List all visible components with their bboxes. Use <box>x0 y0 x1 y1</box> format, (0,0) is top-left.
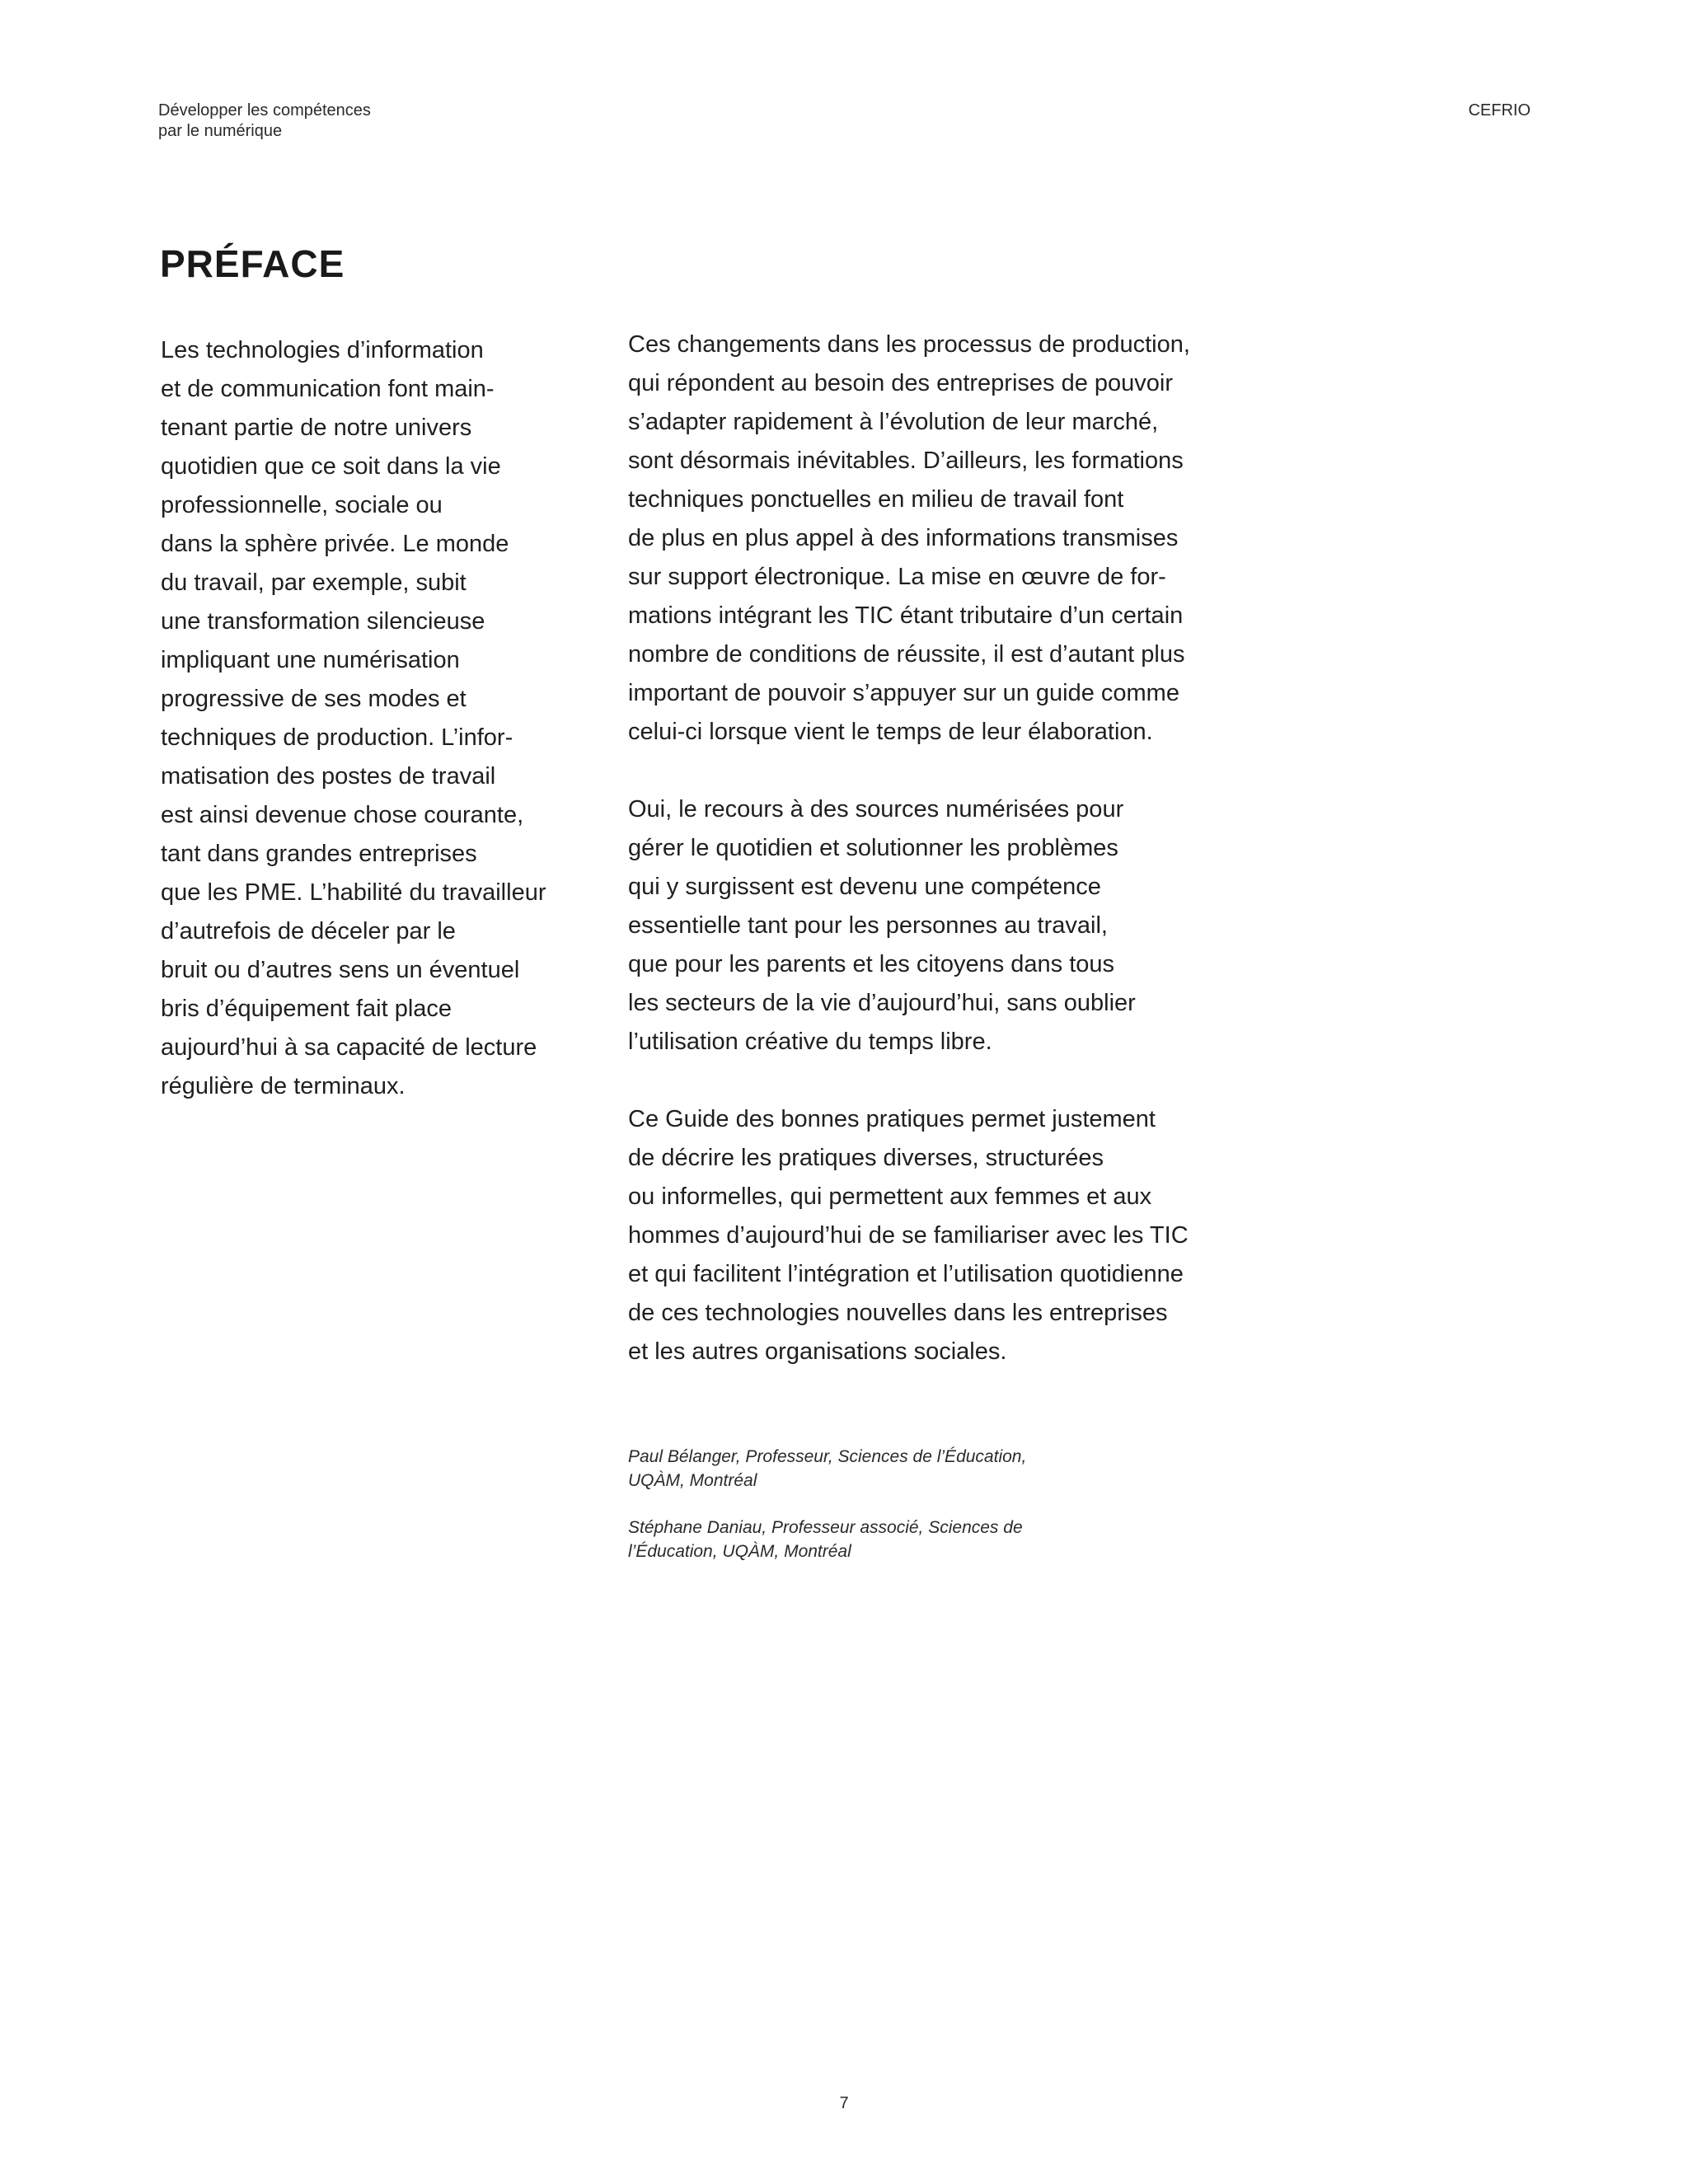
text-line: d’autrefois de déceler par le <box>161 918 456 944</box>
text-line: impliquant une numérisation <box>161 647 460 673</box>
signature <box>628 1516 1205 1563</box>
text-line: Oui, le recours à des sources numérisées pour <box>628 796 1124 823</box>
text-line: que pour les parents et les citoyens dans tous <box>628 951 1115 977</box>
text-line: de ces technologies nouvelles dans les entreprises <box>628 1300 1168 1326</box>
text-line: techniques ponctuelles en milieu de travail font <box>628 486 1124 513</box>
text-line: s’adapter rapidement à l’évolution de leur marché, <box>628 409 1159 435</box>
running-header-line: Développer les compétences <box>158 101 371 120</box>
text-line: et de communication font main- <box>161 376 495 402</box>
text-line: qui répondent au besoin des entreprises de pouvoir <box>628 370 1174 396</box>
text-line: sont désormais inévitables. D’ailleurs, les formations <box>628 448 1184 474</box>
signature-line: Paul Bélanger, Professeur, Sciences de l’Éducation, <box>628 1447 1027 1466</box>
text-line: du travail, par exemple, subit <box>161 569 467 596</box>
paragraph <box>628 1100 1287 1371</box>
text-line: ou informelles, qui permettent aux femmes et aux <box>628 1183 1152 1210</box>
text-line: aujourd’hui à sa capacité de lecture <box>161 1034 537 1061</box>
text-line: les secteurs de la vie d’aujourd’hui, sans oublier <box>628 990 1136 1016</box>
text-line: de plus en plus appel à des informations transmises <box>628 525 1179 551</box>
running-header-line: par le numérique <box>158 122 283 140</box>
text-line: et les autres organisations sociales. <box>628 1338 1007 1365</box>
text-line: Les technologies d’information <box>161 337 484 363</box>
signature-line: l’Éducation, UQÀM, Montréal <box>628 1542 851 1561</box>
text-line: techniques de production. L’infor- <box>161 724 513 751</box>
right-column-text <box>628 326 1287 1371</box>
paragraph <box>628 790 1287 1062</box>
signature-block <box>628 1445 1205 1586</box>
text-line: matisation des postes de travail <box>161 763 496 790</box>
page-title: PRÉFACE <box>160 242 345 285</box>
text-line: une transformation silencieuse <box>161 608 485 635</box>
left-column-text <box>161 331 606 1106</box>
text-line: Ce Guide des bonnes pratiques permet justement <box>628 1106 1156 1132</box>
text-line: tenant partie de notre univers <box>161 415 472 441</box>
text-line: dans la sphère privée. Le monde <box>161 531 509 557</box>
text-line: important de pouvoir s’appuyer sur un guide comme <box>628 680 1179 706</box>
text-line: bris d’équipement fait place <box>161 996 452 1022</box>
text-line: que les PME. L’habilité du travailleur <box>161 879 546 906</box>
text-line: hommes d’aujourd’hui de se familiariser avec les TIC <box>628 1222 1189 1249</box>
text-line: mations intégrant les TIC étant tributaire d’un certain <box>628 602 1184 629</box>
text-line: sur support électronique. La mise en œuvre de for- <box>628 564 1166 590</box>
text-line: celui-ci lorsque vient le temps de leur élaboration. <box>628 719 1153 745</box>
text-line: est ainsi devenue chose courante, <box>161 802 524 828</box>
page-number: 7 <box>839 2094 849 2112</box>
text-line: essentielle tant pour les personnes au travail, <box>628 912 1108 939</box>
text-line: professionnelle, sociale ou <box>161 492 443 518</box>
signature <box>628 1445 1205 1493</box>
text-line: bruit ou d’autres sens un éventuel <box>161 957 520 983</box>
text-line: Ces changements dans les processus de production, <box>628 331 1190 358</box>
text-line: tant dans grandes entreprises <box>161 841 477 867</box>
text-line: et qui facilitent l’intégration et l’utilisation quotidienne <box>628 1261 1184 1287</box>
text-line: progressive de ses modes et <box>161 686 467 712</box>
text-line: de décrire les pratiques diverses, structurées <box>628 1145 1104 1171</box>
text-line: l’utilisation créative du temps libre. <box>628 1029 992 1055</box>
running-header-title <box>158 101 371 142</box>
paragraph <box>628 326 1287 752</box>
text-line: quotidien que ce soit dans la vie <box>161 453 501 480</box>
text-line: nombre de conditions de réussite, il est d’autant plus <box>628 641 1185 668</box>
text-line: gérer le quotidien et solutionner les problèmes <box>628 835 1118 861</box>
paragraph <box>161 331 606 1106</box>
signature-line: Stéphane Daniau, Professeur associé, Sciences de <box>628 1518 1023 1537</box>
text-line: qui y surgissent est devenu une compétence <box>628 874 1101 900</box>
signature-line: UQÀM, Montréal <box>628 1471 757 1490</box>
running-header-publisher: CEFRIO <box>1468 101 1531 120</box>
text-line: régulière de terminaux. <box>161 1073 406 1099</box>
